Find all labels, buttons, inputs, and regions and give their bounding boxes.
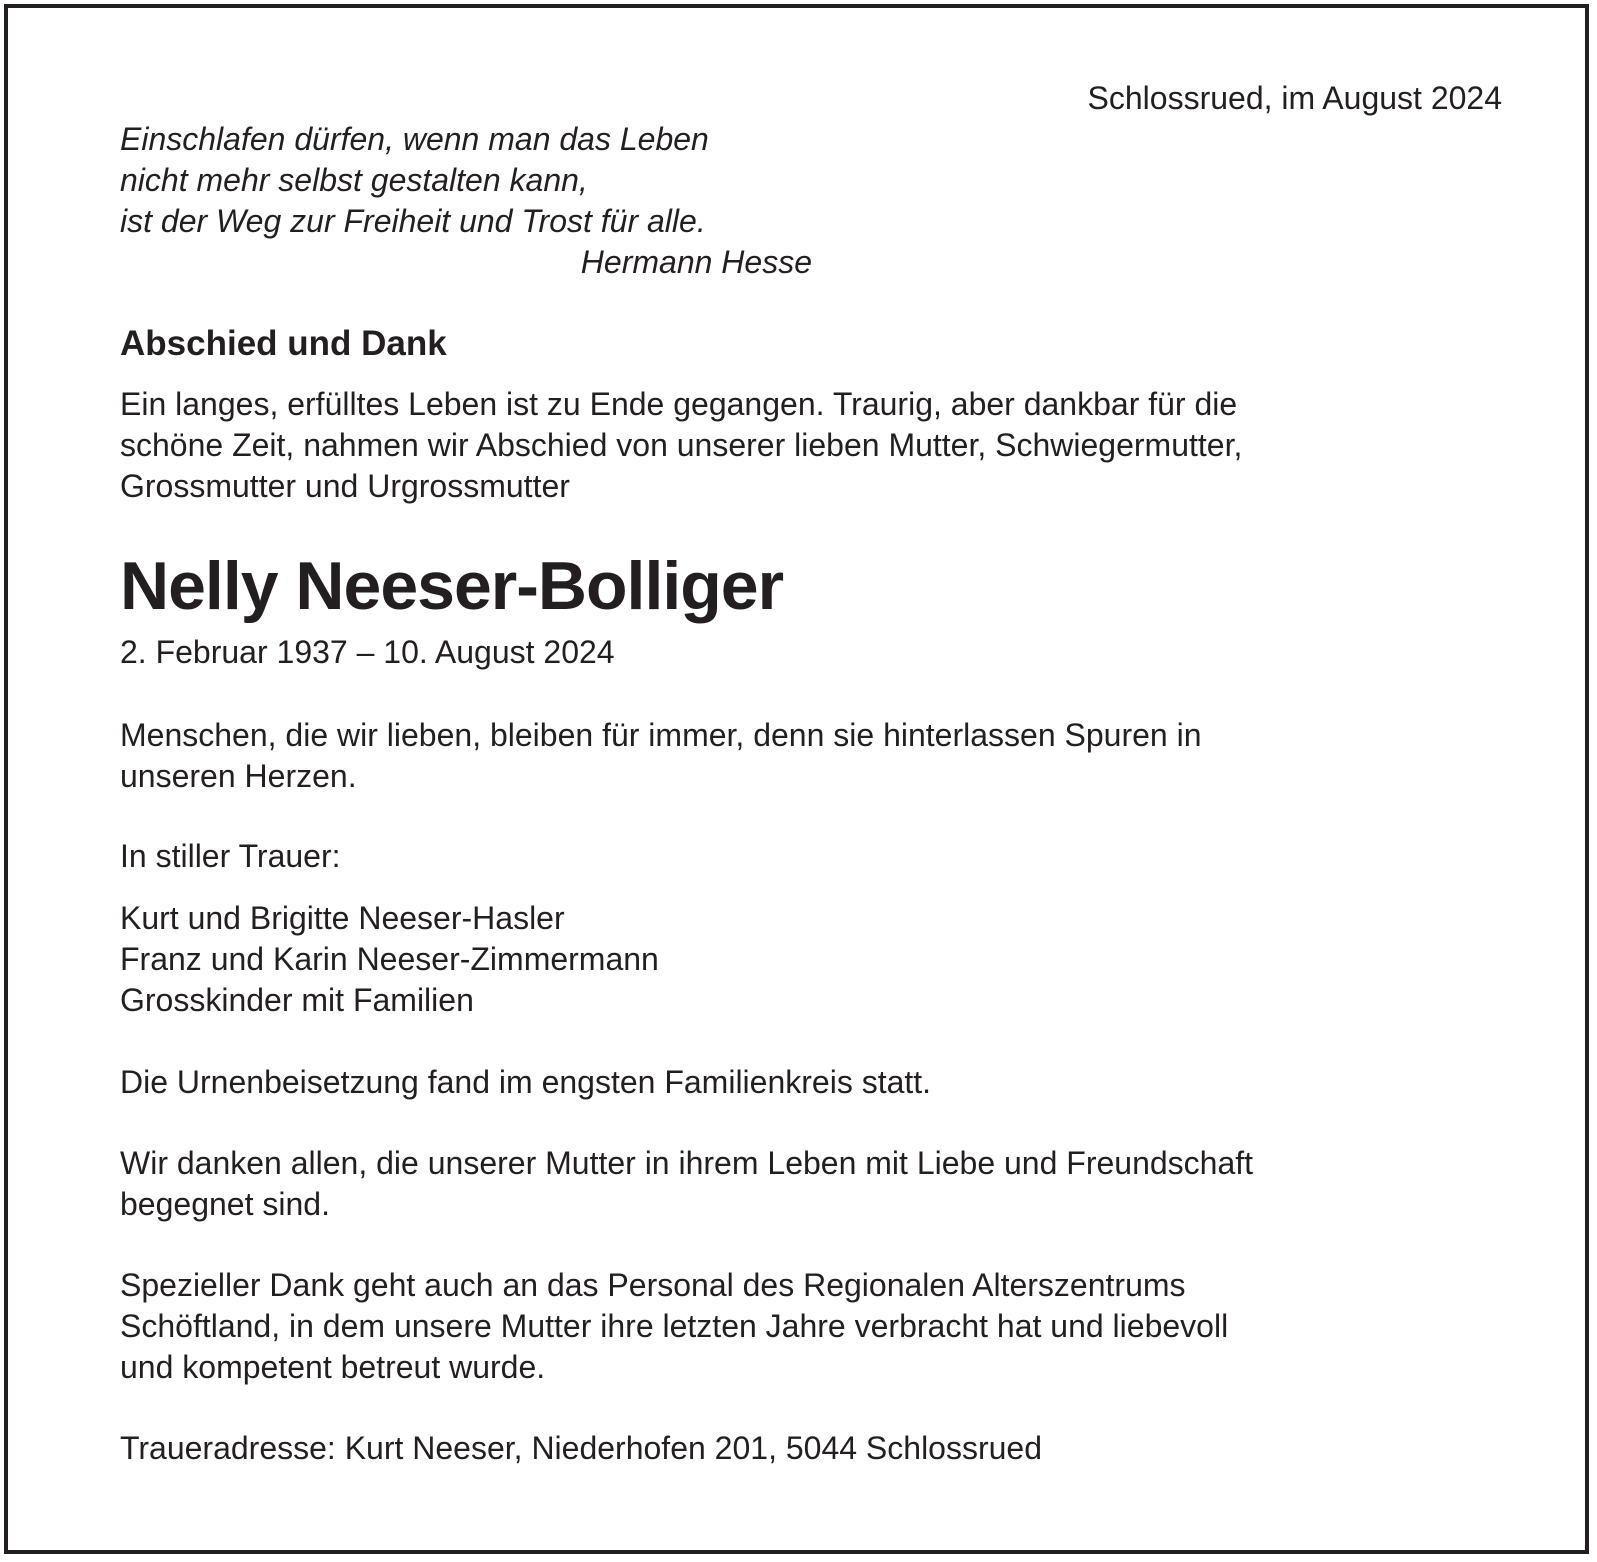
motto-line: ist der Weg zur Freiheit und Trost für alle. bbox=[120, 203, 706, 239]
mourner: Kurt und Brigitte Neeser-Hasler bbox=[120, 900, 565, 936]
special-thanks-line: Spezieller Dank geht auch an das Personal des Regionalen Alterszentrums bbox=[120, 1267, 1186, 1303]
thanks-line: begegnet sind. bbox=[120, 1186, 330, 1222]
intro-paragraph bbox=[120, 384, 1520, 507]
motto-line: Einschlafen dürfen, wenn man das Leben bbox=[120, 121, 709, 157]
intro-line: Ein langes, erfülltes Leben ist zu Ende gegangen. Traurig, aber dankbar für die bbox=[120, 386, 1238, 422]
special-thanks-paragraph bbox=[120, 1265, 1520, 1388]
motto-author: Hermann Hesse bbox=[580, 244, 812, 280]
burial-note: Die Urnenbeisetzung fand im engsten Familienkreis statt. bbox=[120, 1064, 932, 1100]
motto-quote bbox=[120, 119, 812, 283]
place-date: Schlossrued, im August 2024 bbox=[1087, 80, 1502, 116]
deceased-name: Nelly Neeser-Bolliger bbox=[120, 548, 784, 624]
motto-line: nicht mehr selbst gestalten kann, bbox=[120, 162, 588, 198]
intro-line: Grossmutter und Urgrossmutter bbox=[120, 468, 570, 504]
life-dates: 2. Februar 1937 – 10. August 2024 bbox=[120, 634, 615, 670]
quote-paragraph bbox=[120, 715, 1520, 797]
quote-line: Menschen, die wir lieben, bleiben für immer, denn sie hinterlassen Spuren in bbox=[120, 717, 1202, 753]
mourner: Grosskinder mit Familien bbox=[120, 982, 474, 1018]
heading: Abschied und Dank bbox=[120, 324, 447, 363]
mourner: Franz und Karin Neeser-Zimmermann bbox=[120, 941, 659, 977]
thanks-paragraph bbox=[120, 1143, 1520, 1225]
mourning-label: In stiller Trauer: bbox=[120, 838, 341, 874]
quote-line: unseren Herzen. bbox=[120, 758, 357, 794]
special-thanks-line: Schöftland, in dem unsere Mutter ihre letzten Jahre verbracht hat und liebevoll bbox=[120, 1308, 1229, 1344]
mourners-list bbox=[120, 898, 1520, 1021]
intro-line: schöne Zeit, nahmen wir Abschied von unserer lieben Mutter, Schwiegermutter, bbox=[120, 427, 1243, 463]
special-thanks-line: und kompetent betreut wurde. bbox=[120, 1349, 546, 1385]
thanks-line: Wir danken allen, die unserer Mutter in ihrem Leben mit Liebe und Freundschaft bbox=[120, 1145, 1254, 1181]
mourning-address: Traueradresse: Kurt Neeser, Niederhofen 201, 5044 Schlossrued bbox=[120, 1430, 1043, 1466]
